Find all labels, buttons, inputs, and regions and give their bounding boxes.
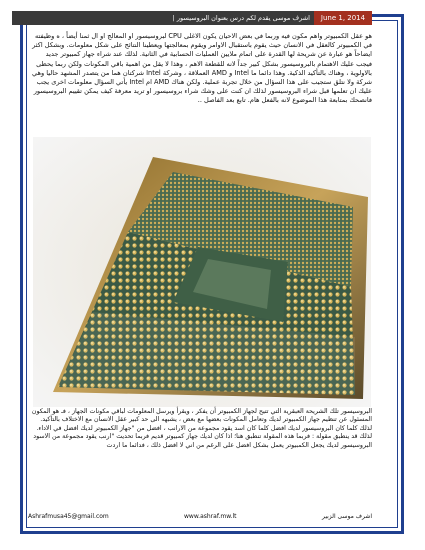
header-title: اشرف موسى يقدم لكم درس بعنوان البروسيسور |	[172, 14, 310, 22]
date-badge: June 1, 2014	[314, 11, 372, 25]
footer-author: اشرف موسى الزبير	[322, 513, 372, 520]
header-bar	[12, 11, 372, 25]
article-paragraph-2: البروسيسور تلك الشريحة العبقرية التي تتيح لجهاز الكمبيوتر أن يفكر ، ويقرأ ويرسل المعلومات لباقي مكونات الجهاز ، فـ هو المكون المسئول عن تنظيم جهاز الكمبيوتر لديك وتعامل المكونات بعضها مع بعض ، يشبهه الى حد كبير عقل الانسان مع الاختلاف بالتأكيد. لذلك كلما كان البروسيسور لديك افضل كلما كان اسد يقود مجموعة من الارانب ، افضل من "جهاز الكمبيوتر لديك افضل في الاداء. لذلك قد ينطبق مقولة : فربما هذه المقولة تنطبق هنا؛ اذا كان لديك جهاز كمبيوتر قديم فربما تحديث "ارنب يقود مجموعة من الاسود البروسيسور لديك يجعل الكمبيوتر يعمل بشكل افضل على الرغم من اني لا افضل ذلك ، فدائما ما اردت	[31, 408, 372, 449]
article-paragraph-1: هو عقل الكمبيوتر واهم مكون فيه وربما في بعض الاحيان يكون الاغلى CPU لبروسيسور او المعالج او ال ثمنا أيضاً ، ه وظيفته في الكمبيوتر كالعقل في الانسان حيث يقوم باستقبال الاوامر ويقوم بمعالجتها ويعطينا النتائج على شكل معلومات. وبشكل اكثر ايضاحاً هو عبارة عن شريحة لها القدرة على اتمام ملايين العمليات الحسابية في الثانية. لذلك عند شراء جهاز كمبيوتر جديد فيجب عليك الاهتمام بالبروسيسور بشكل كبير جداً لانه للقطعة الاهم ، وهذا لا يقل من اهمية باقي المكونات ولكن ربما يحظى بالاولوية ، وهناك بالتأكيد الذكية. وهذا دائما ما Intel و AMD العملاقة ، وشركة Intel شركتان هما من يتصدر المشهد حاليا وهي شركة ولا نتلق ستجيب على هذا السؤال من خلال تجربة عملية. ولكن هناك AMD ام Intel يأتي السؤال معلومات اخرى يجب عليك ان تعلمها قبل شراء البروسيسور لذلك ان كنت على وشك شراء بروسيسور او تريد معرفة كيف يمكن تقييم البروسيسور فانصحك بمتابعة هذا الموضوع لانه بالفعل هام. تابع بعد الفاصل ..	[31, 32, 372, 105]
footer	[28, 513, 372, 523]
cpu-pins-illustration	[33, 137, 371, 407]
footer-website: www.ashraf.mw.lt	[184, 513, 237, 520]
cpu-photo	[33, 137, 371, 407]
footer-email: Ashrafmusa45@gmail.com	[28, 513, 109, 520]
